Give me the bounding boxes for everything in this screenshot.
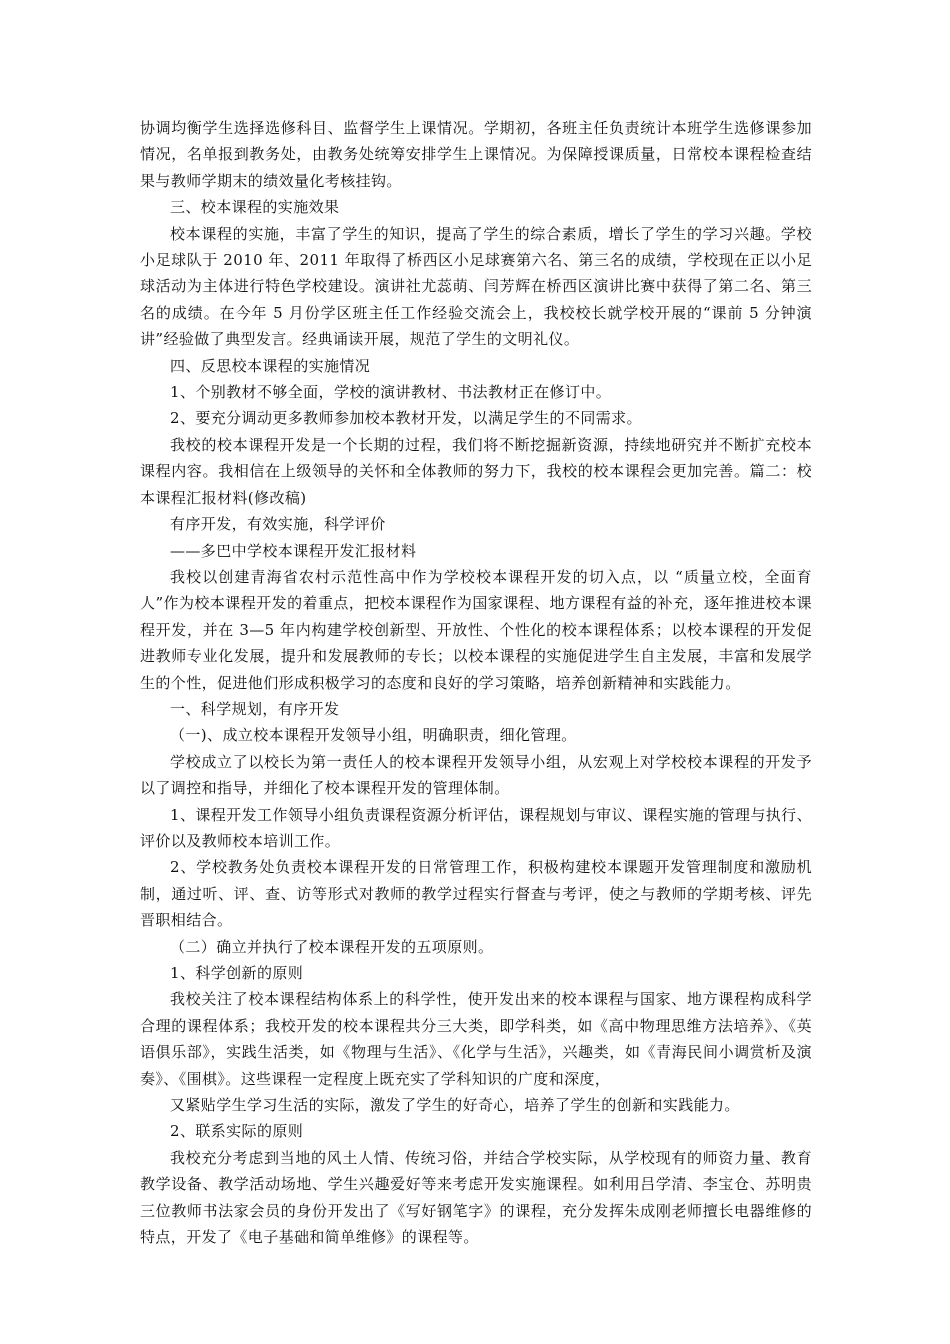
paragraph: 又紧贴学生学习生活的实际，激发了学生的好奇心，培养了学生的创新和实践能力。 xyxy=(170,1096,740,1115)
list-item: 1、个别教材不够全面，学校的演讲教材、书法教材正在修订中。 xyxy=(170,383,612,402)
paragraph: 我校的校本课程开发是一个长期的过程，我们将不断挖掘新资源，持续地研究并不断扩充校本课程内容。我相信在上级领导的关怀和全体教师的努力下，我校的校本课程会更加完善。篇二：校本课程汇报材料(修改稿) xyxy=(140,435,812,507)
paragraph: 学校成立了以校长为第一责任人的校本课程开发领导小组，从宏观上对学校校本课程的开发予以了调控和指导，并细化了校本课程开发的管理体制。 xyxy=(140,752,812,798)
section-heading: 四、反思校本课程的实施情况 xyxy=(170,356,371,375)
subsection-heading: （二）确立并执行了校本课程开发的五项原则。 xyxy=(170,937,494,956)
list-item: 1、课程开发工作领导小组负责课程资源分析评估，课程规划与审议、课程实施的管理与执行、评价以及教师校本培训工作。 xyxy=(140,805,812,850)
paragraph: 我校以创建青海省农村示范性高中作为学校校本课程开发的切入点，以 “质量立校，全面育人”作为校本课程开发的着重点，把校本课程作为国家课程、地方课程有益的补充，逐年推进校本课程开发，并在 3—5 年内构建学校创新型、开放性、个性化的校本课程体系；以校本课程的开发促进教师专业化发展，提升和发展教师的专长；以校本课程的实施促进学生自主发展，丰富和发展学生的个性，促进他们形成积极学习的态度和良好的学习策略，培养创新精神和实践能力。 xyxy=(140,567,812,692)
document-subtitle: ——多巴中学校本课程开发汇报材料 xyxy=(170,541,417,560)
document-title: 有序开发，有效实施，科学评价 xyxy=(170,515,386,534)
section-heading: 一、科学规划，有序开发 xyxy=(170,699,340,718)
section-heading: 三、校本课程的实施效果 xyxy=(170,198,340,217)
list-item: 1、科学创新的原则 xyxy=(170,964,304,982)
list-item: 2、联系实际的原则 xyxy=(170,1122,304,1141)
list-item: 2、学校教务处负责校本课程开发的日常管理工作，积极构建校本课题开发管理制度和激励机制，通过听、评、查、访等形式对教师的教学过程实行督查与考评，使之与教师的学期考核、评先晋职相结合。 xyxy=(140,858,812,930)
paragraph: 我校关注了校本课程结构体系上的科学性，使开发出来的校本课程与国家、地方课程构成科学合理的课程体系；我校开发的校本课程共分三大类，即学科类，如《高中物理思维方法培养》、《英语俱乐部》，实践生活类，如《物理与生活》、《化学与生活》，兴趣类，如《青海民间小调赏析及演奏》、《围棋》。这些课程一定程度上既充实了学科知识的广度和深度， xyxy=(140,990,812,1088)
subsection-heading: （一)、成立校本课程开发领导小组，明确职责，细化管理。 xyxy=(170,726,577,745)
paragraph: 校本课程的实施，丰富了学生的知识，提高了学生的综合素质，增长了学生的学习兴趣。学校小足球队于 2010 年、2011 年取得了桥西区小足球赛第六名、第三名的成绩，学校现在正以小足球活动为主体进行特色学校建设。演讲社尤蕊萌、闫芳辉在桥西区演讲比赛中获得了第二名、第三名的成绩。在今年 5 月份学区班主任工作经验交流会上，我校校长就学校开展的“课前 5 分钟演讲”经验做了典型发言。经典诵读开展，规范了学生的文明礼仪。 xyxy=(140,224,812,349)
paragraph: 协调均衡学生选择选修科目、监督学生上课情况。学期初，各班主任负责统计本班学生选修课参加情况，名单报到教务处，由教务处统筹安排学生上课情况。为保障授课质量，日常校本课程检查结果与教师学期末的绩效量化考核挂钩。 xyxy=(140,119,812,190)
document-page xyxy=(140,115,812,1250)
list-item: 2、要充分调动更多教师参加校本教材开发，以满足学生的不同需求。 xyxy=(170,409,642,428)
paragraph: 我校充分考虑到当地的风土人情、传统习俗，并结合学校实际，从学校现有的师资力量、教育教学设备、教学活动场地、学生兴趣爱好等来考虑开发实施课程。如利用吕学清、李宝仓、苏明贵三位教师书法家会员的身份开发出了《写好钢笔字》的课程，充分发挥朱成刚老师擅长电器维修的特点，开发了《电子基础和简单维修》的课程等。 xyxy=(140,1148,812,1247)
